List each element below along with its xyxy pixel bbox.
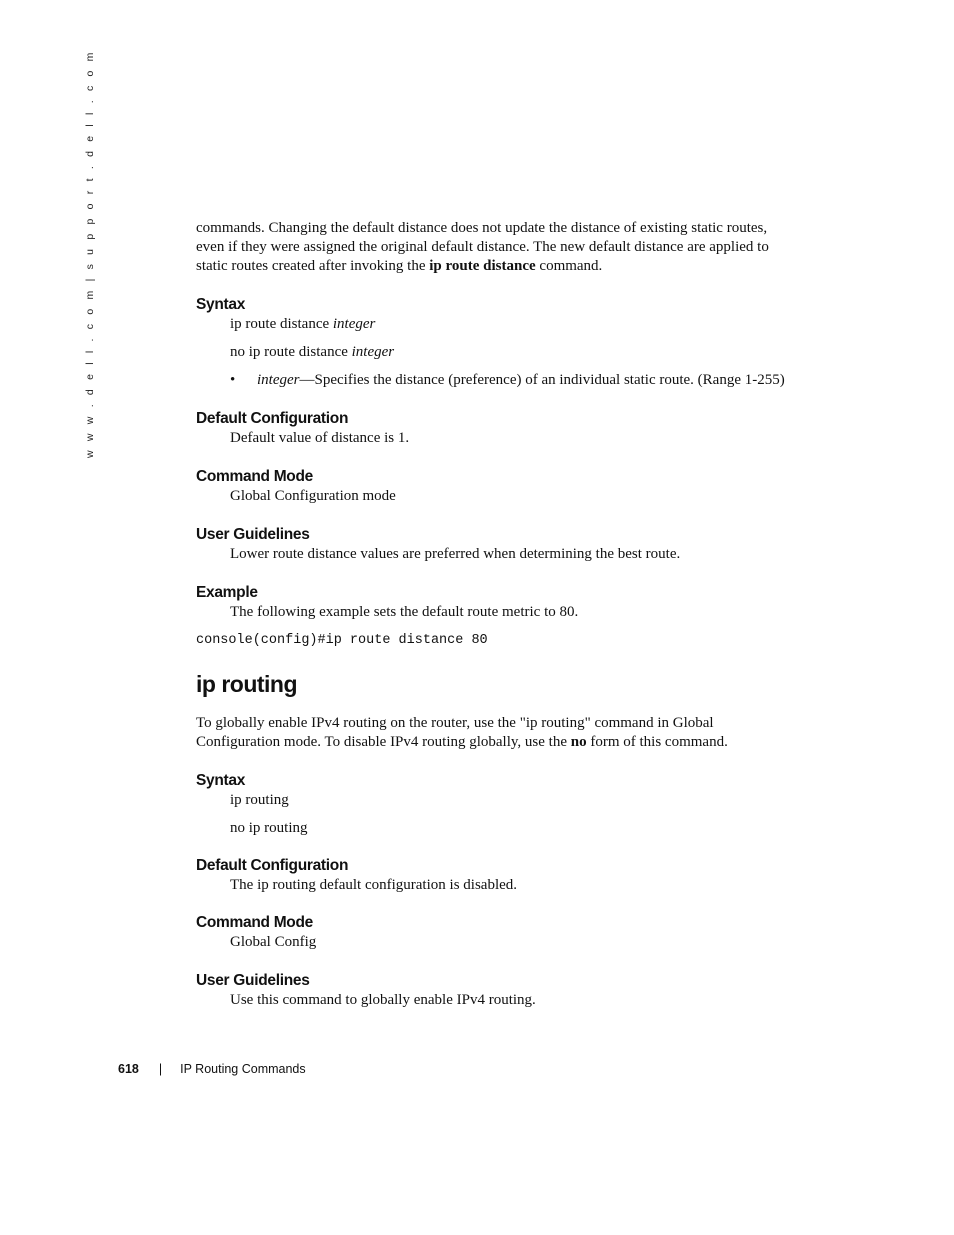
desc-line-1: To globally enable IPv4 routing on the router, use the "ip routing" command in Global	[196, 715, 714, 731]
chapter-title: IP Routing Commands	[180, 1062, 306, 1076]
section-title-ip-routing: ip routing	[196, 671, 298, 697]
user-guidelines-text-1: Lower route distance values are preferred when determining the best route.	[230, 546, 681, 562]
intro-line-2: even if they were assigned the original default distance. The new default distance are applied to	[196, 239, 769, 255]
syntax-heading-1: Syntax	[196, 296, 246, 313]
page-content	[196, 219, 816, 1010]
intro-line-1: commands. Changing the default distance does not update the distance of existing static routes,	[196, 220, 768, 236]
desc-line-2a: Configuration mode. To disable IPv4 routing globally, use the	[196, 734, 571, 750]
bullet-term: integer	[257, 372, 300, 388]
intro-line-3c: command.	[535, 258, 603, 274]
ip-routing-description	[196, 714, 816, 752]
command-mode-text-1: Global Configuration mode	[230, 488, 396, 504]
syntax-cmd-2-text: no ip route distance	[230, 344, 352, 360]
side-url-text: w w w . d e l l . c o m | s u p p o r t . d e l l . c o m	[84, 49, 96, 458]
syntax-cmd-1-arg: integer	[332, 316, 376, 332]
desc-no-keyword: no	[570, 734, 587, 750]
command-mode-heading-1: Command Mode	[196, 468, 313, 485]
syntax-heading-2: Syntax	[196, 772, 246, 789]
page-number: 618	[118, 1062, 139, 1076]
bullet-content	[257, 371, 785, 390]
page-footer	[118, 1062, 306, 1076]
default-config-heading-1: Default Configuration	[196, 410, 349, 427]
parameter-bullet	[230, 371, 816, 390]
footer-separator: |	[158, 1062, 163, 1076]
syntax-cmd-4: no ip routing	[230, 820, 308, 836]
syntax-cmd-2	[230, 343, 816, 362]
syntax-cmd-2-arg: integer	[351, 344, 395, 360]
command-mode-text-2: Global Config	[230, 934, 317, 950]
desc-line-2c: form of this command.	[586, 734, 728, 750]
syntax-cmd-1-text: ip route distance	[230, 316, 333, 332]
example-text: The following example sets the default route metric to 80.	[230, 604, 579, 620]
intro-paragraph	[196, 219, 816, 276]
example-heading: Example	[196, 584, 258, 601]
syntax-cmd-1	[230, 315, 816, 334]
default-config-text-1: Default value of distance is 1.	[230, 430, 410, 446]
bullet-symbol: •	[230, 372, 236, 388]
default-config-heading-2: Default Configuration	[196, 857, 349, 874]
syntax-cmd-3: ip routing	[230, 792, 289, 808]
default-config-text-2: The ip routing default configuration is disabled.	[230, 877, 518, 893]
user-guidelines-heading-2: User Guidelines	[196, 972, 310, 989]
bullet-text: —Specifies the distance (preference) of an individual static route. (Range 1-255)	[299, 372, 785, 388]
intro-line-3a: static routes created after invoking the	[196, 258, 430, 274]
user-guidelines-heading-1: User Guidelines	[196, 526, 310, 543]
example-code: console(config)#ip route distance 80	[196, 633, 488, 648]
command-mode-heading-2: Command Mode	[196, 914, 313, 931]
intro-command-name: ip route distance	[429, 258, 536, 274]
user-guidelines-text-2: Use this command to globally enable IPv4 routing.	[230, 992, 536, 1008]
